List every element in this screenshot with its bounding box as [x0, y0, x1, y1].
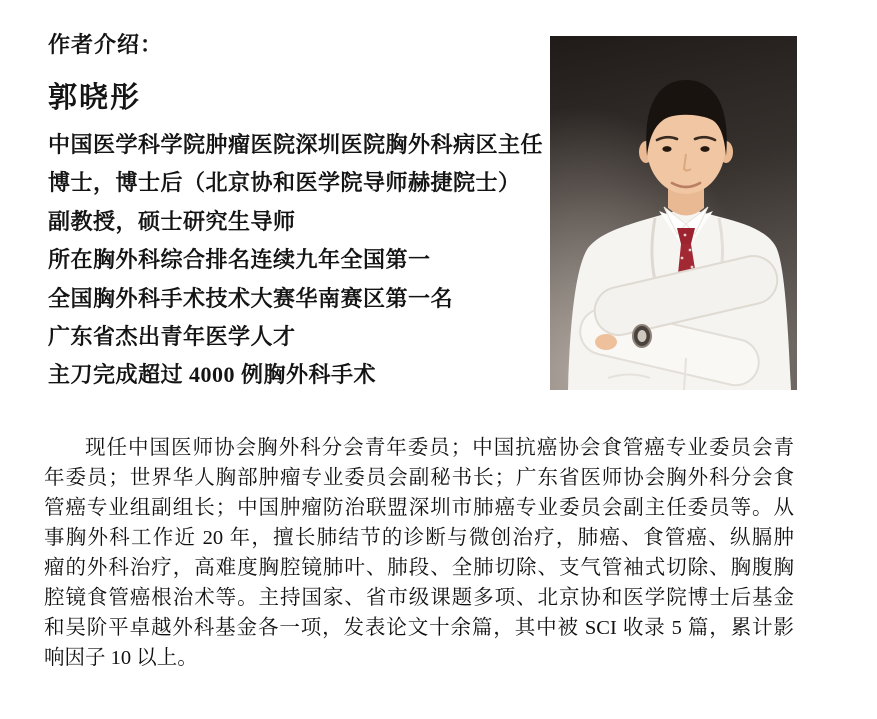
doctor-portrait-photo	[550, 36, 797, 390]
credential-line: 全国胸外科手术技术大赛华南赛区第一名	[48, 285, 454, 311]
bio-line: 腔镜食管癌根治术等。主持国家、省市级课题多项、北京协和医学院博士后基金	[44, 587, 794, 609]
credential-line: 博士，博士后（北京协和医学院导师赫捷院士）	[48, 170, 521, 196]
bio-line: 管癌专业组副组长；中国肿瘤防治联盟深圳市肺癌专业委员会副主任委员等。从	[44, 497, 794, 519]
section-label: 作者介绍：	[48, 32, 164, 57]
bio-line: 年委员；世界华人胸部肿瘤专业委员会副秘书长；广东省医师协会胸外科分会食	[44, 467, 794, 489]
bio-line: 事胸外科工作近 20 年，擅长肺结节的诊断与微创治疗，肺癌、食管癌、纵膈肿	[44, 527, 794, 549]
doctor-portrait-illustration	[550, 36, 797, 390]
credential-line: 所在胸外科综合排名连续九年全国第一	[48, 247, 431, 273]
bio-line: 瘤的外科治疗，高难度胸腔镜肺叶、肺段、全肺切除、支气管袖式切除、胸腹胸	[44, 557, 794, 579]
bio-line: 和吴阶平卓越外科基金各一项，发表论文十余篇，其中被 SCI 收录 5 篇，累计影	[44, 617, 794, 639]
bio-line: 响因子 10 以上。	[44, 647, 198, 669]
credential-line: 副教授，硕士研究生导师	[48, 208, 296, 234]
author-name: 郭晓彤	[48, 82, 142, 114]
bio-paragraph	[44, 433, 794, 673]
credential-line: 中国医学科学院肿瘤医院深圳医院胸外科病区主任	[48, 132, 544, 157]
credential-line: 主刀完成超过 4000 例胸外科手术	[48, 362, 377, 388]
bio-line: 现任中国医师协会胸外科分会青年委员；中国抗癌协会食管癌专业委员会青	[85, 437, 794, 459]
credential-line: 广东省杰出青年医学人才	[48, 324, 296, 350]
credential-list	[48, 126, 548, 395]
